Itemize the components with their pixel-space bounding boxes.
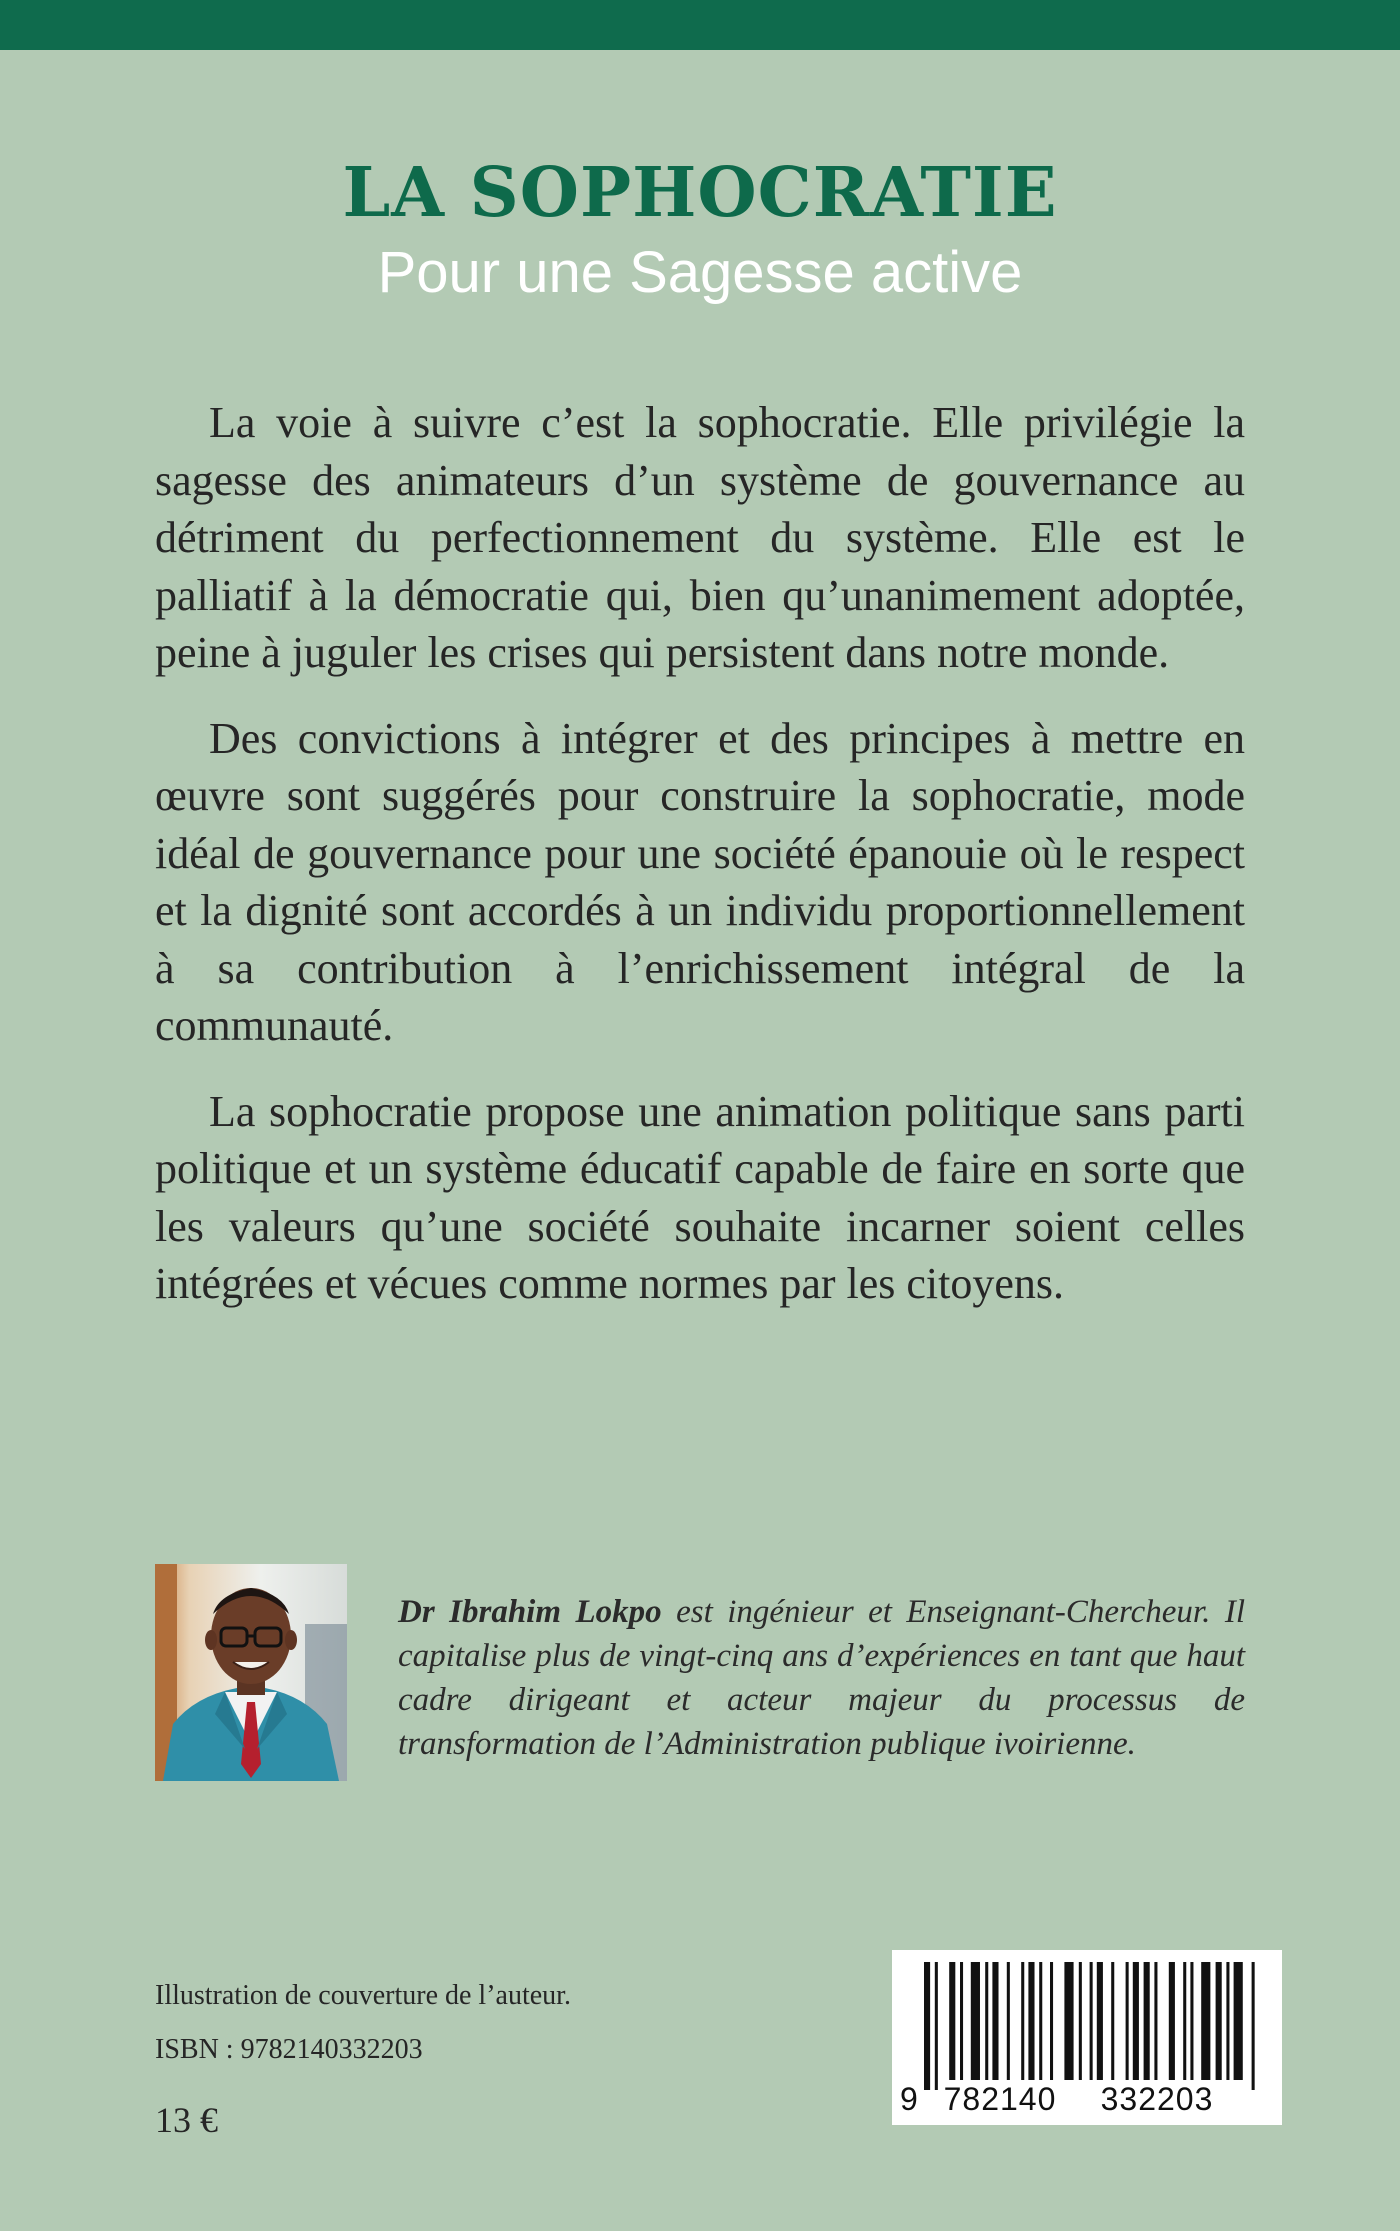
author-bio-text: est ingénieur et Enseignant-Chercheur. Il capitalise plus de vingt-cinq ans d’expériences en tant que haut cadre dirigeant et acteur majeur du processus de transformation de l’Administration publique ivoirienne. bbox=[398, 1594, 1245, 1762]
isbn-text: ISBN : 9782140332203 bbox=[155, 2034, 423, 2065]
price-label: 13 € bbox=[155, 2100, 218, 2140]
barcode-bar bbox=[1039, 1962, 1042, 2080]
barcode-bar bbox=[1252, 1962, 1255, 2090]
book-subtitle: Pour une Sagesse active bbox=[377, 240, 1023, 305]
barcode-bar bbox=[992, 1962, 998, 2080]
author-name: Dr Ibrahim Lokpo bbox=[398, 1594, 662, 1630]
barcode-bar bbox=[1226, 1962, 1229, 2080]
barcode-bar bbox=[1028, 1962, 1034, 2080]
book-title: LA SOPHOCRATIE bbox=[342, 153, 1058, 233]
barcode-bar bbox=[1133, 1962, 1139, 2080]
barcode-bar bbox=[971, 1962, 980, 2080]
barcode-bars bbox=[924, 1962, 1255, 2090]
barcode-bar bbox=[1190, 1962, 1193, 2080]
barcode-bar bbox=[1111, 1962, 1114, 2080]
author-biography bbox=[398, 1590, 1245, 1766]
barcode-bar bbox=[949, 1962, 955, 2080]
barcode-bar bbox=[924, 1962, 930, 2090]
barcode-digits-left: 782140 bbox=[943, 2081, 1057, 2117]
summary-paragraph-3: La sophocratie propose une animation politique sans parti politique et un système éducatif capable de faire en sorte que les valeurs qu’une société souhaite incarner soient celles intégrées et vécues comme normes par les citoyens. bbox=[155, 1086, 1245, 1308]
barcode-graphic bbox=[892, 1950, 1282, 2125]
back-cover-summary bbox=[155, 394, 1245, 1341]
summary-paragraph-2: Des convictions à intégrer et des principes à mettre en œuvre sont suggérés pour construire la sophocratie, mode idéal de gouvernance pour une société épanouie où le respect et la dignité sont accordés à un individu proportionnellement à sa contribution à l’enrichissement intégral de la communauté. bbox=[155, 713, 1245, 1050]
barcode-bar bbox=[960, 1962, 963, 2080]
barcode-bar bbox=[1234, 1962, 1243, 2080]
barcode-bar bbox=[1064, 1962, 1073, 2080]
barcode-digits-right: 332203 bbox=[1100, 2081, 1214, 2117]
barcode-bar bbox=[1050, 1962, 1053, 2080]
barcode-digit-first: 9 bbox=[900, 2081, 918, 2117]
summary-paragraph-1: La voie à suivre c’est la sophocratie. Elle privilégie la sagesse des animateurs d’un système de gouvernance au détriment du perfectionnement du système. Elle est le palliatif à la démocratie qui, bien qu’unanimement adoptée, peine à juguler les crises qui persistent dans notre monde. bbox=[155, 398, 1245, 677]
barcode-bar bbox=[1183, 1962, 1186, 2080]
author-portrait-illustration bbox=[155, 1564, 347, 1781]
barcode-bar bbox=[1201, 1962, 1210, 2080]
barcode-bar bbox=[985, 1962, 988, 2080]
author-photo bbox=[155, 1564, 347, 1781]
barcode-bar bbox=[1097, 1962, 1103, 2080]
barcode-bar bbox=[1144, 1962, 1150, 2080]
illustration-credit: Illustration de couverture de l’auteur. bbox=[155, 1980, 571, 2011]
barcode-bar bbox=[1007, 1962, 1010, 2080]
barcode-bar bbox=[1126, 1962, 1129, 2080]
barcode-bar bbox=[1216, 1962, 1222, 2080]
top-color-band bbox=[0, 0, 1400, 50]
barcode-bar bbox=[1169, 1962, 1175, 2080]
barcode-bar bbox=[935, 1962, 938, 2090]
barcode-bar bbox=[1021, 1962, 1024, 2080]
isbn-barcode bbox=[892, 1950, 1282, 2125]
barcode-bar bbox=[1154, 1962, 1157, 2080]
barcode-bar bbox=[1079, 1962, 1082, 2080]
barcode-bar bbox=[1090, 1962, 1093, 2080]
